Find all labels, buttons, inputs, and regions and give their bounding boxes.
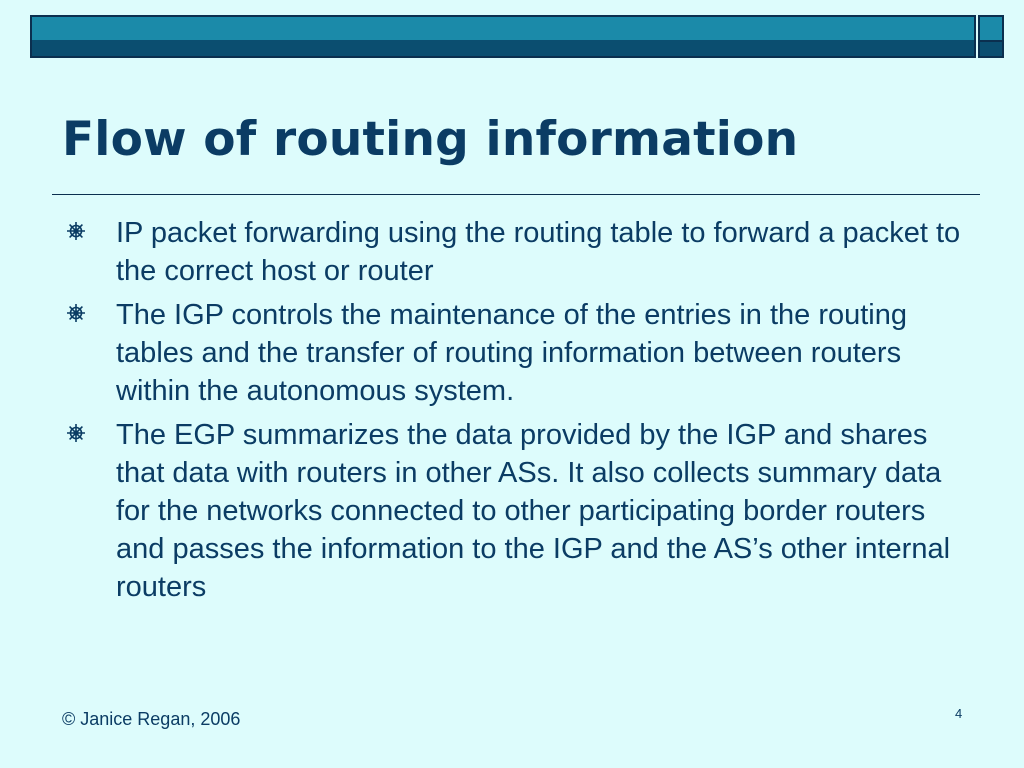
bullet-item	[62, 416, 972, 606]
footer-copyright: © Janice Regan, 2006	[62, 709, 241, 729]
slide-title: Flow of routing information	[62, 112, 799, 167]
bullet-text: The IGP controls the maintenance of the entries in the routing tables and the transfer of routing information between routers within the autonomous system.	[116, 299, 907, 407]
ship-wheel-icon	[66, 221, 86, 241]
bullet-text: IP packet forwarding using the routing table to forward a packet to the correct host or router	[116, 217, 961, 287]
bullet-item	[62, 214, 972, 290]
bullet-text: The EGP summarizes the data provided by the IGP and shares that data with routers in other ASs. It also collects summary data for the networks connected to other participating border routers and passes the information to the IGP and the AS’s other internal routers	[116, 419, 951, 603]
ship-wheel-icon	[66, 423, 86, 443]
corner-decoration-box-lower	[978, 40, 1004, 58]
page-number: 4	[955, 706, 963, 721]
bullet-item	[62, 296, 972, 410]
bullet-list	[62, 214, 972, 612]
header-decoration-band	[30, 15, 976, 58]
corner-decoration-box	[978, 15, 1004, 42]
header-decoration-strip	[32, 40, 974, 56]
ship-wheel-icon	[66, 303, 86, 323]
title-divider	[52, 194, 980, 195]
